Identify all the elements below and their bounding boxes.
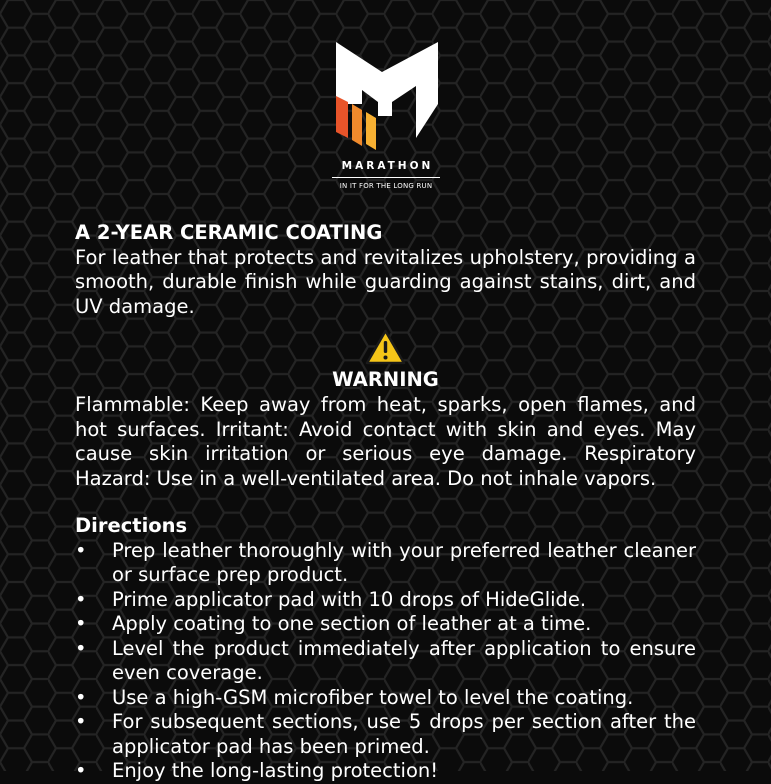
direction-step (75, 612, 696, 637)
directions-section (75, 514, 696, 784)
direction-step (75, 759, 696, 784)
direction-step-text: Prime applicator pad with 10 drops of HideGlide. (112, 587, 587, 611)
bullet-icon: • (75, 759, 87, 782)
direction-step-text: Enjoy the long-lasting protection! (112, 759, 439, 782)
direction-step-text: For subsequent sections, use 5 drops per section after the applicator pad has been primed. (112, 710, 696, 758)
brand-name: MARATHON (341, 160, 434, 172)
brand-tagline: IN IT FOR THE LONG RUN (339, 182, 433, 190)
direction-step (75, 539, 696, 588)
bullet-icon: • (75, 612, 87, 635)
direction-step-text: Level the product immediately after application to ensure even coverage. (112, 636, 696, 684)
brand-logo (326, 40, 446, 190)
directions-heading: Directions (75, 514, 188, 537)
direction-step (75, 588, 696, 613)
bullet-icon: • (75, 538, 87, 562)
bullet-icon: • (75, 685, 87, 709)
warning-section (75, 393, 696, 491)
directions-list (75, 539, 696, 784)
warning-title: WARNING (332, 368, 439, 391)
brand-divider (332, 177, 440, 178)
marathon-m-logo-icon (330, 40, 442, 150)
bullet-icon: • (75, 636, 87, 660)
direction-step (75, 686, 696, 711)
bullet-icon: • (75, 710, 87, 733)
direction-step (75, 710, 696, 759)
intro-heading: A 2-YEAR CERAMIC COATING (75, 221, 383, 244)
bullet-icon: • (75, 587, 87, 611)
direction-step-text: Use a high-GSM microfiber towel to level the coating. (112, 685, 634, 709)
direction-step-text: Apply coating to one section of leather at a time. (112, 612, 592, 635)
warning-triangle-icon (365, 329, 406, 365)
intro-body: For leather that protects and revitalizes upholstery, providing a smooth, durable finish while guarding against stains, dirt, and UV damage. (75, 245, 696, 318)
intro-section (75, 221, 696, 319)
warning-body: Flammable: Keep away from heat, sparks, open flames, and hot surfaces. Irritant: Avoid contact with skin and eyes. May cause skin irritation or serious eye damage. Respiratory Hazard: Use in a well-ventilated area. Do not inhale vapors. (75, 393, 696, 490)
direction-step-text: Prep leather thoroughly with your preferred leather cleaner or surface prep product. (112, 538, 696, 586)
direction-step (75, 637, 696, 686)
